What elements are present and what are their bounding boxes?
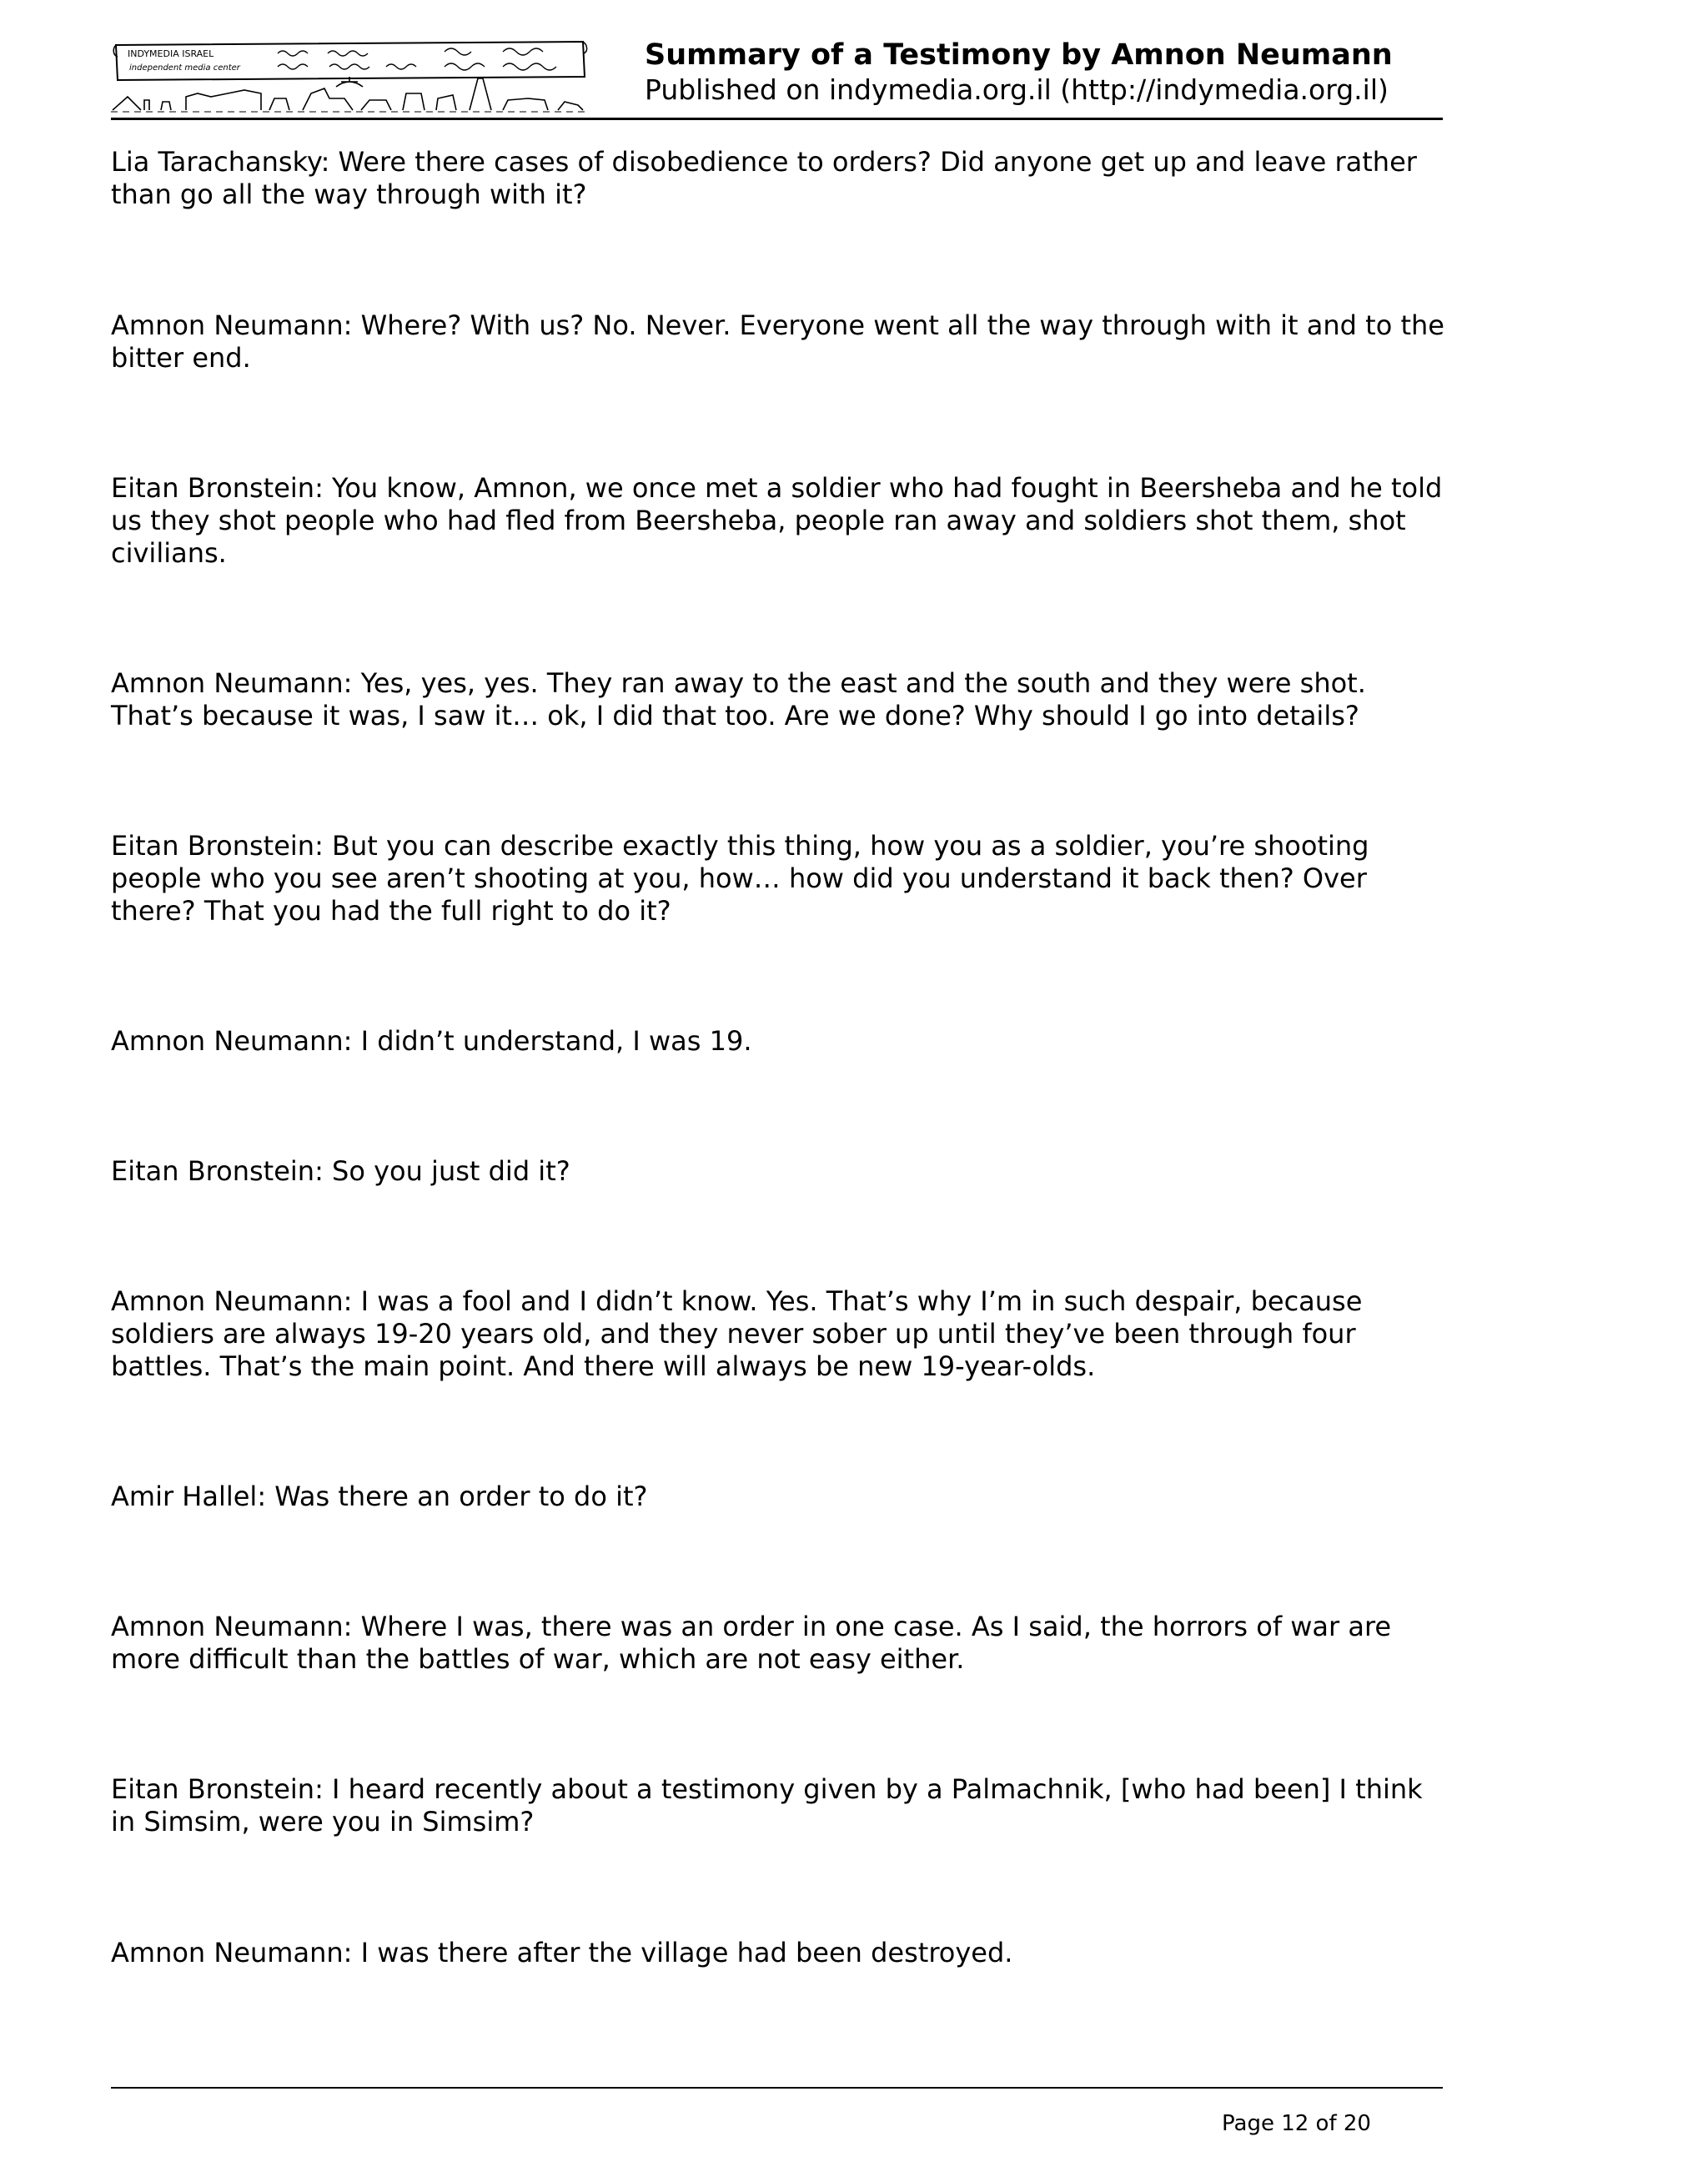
paragraph: Eitan Bronstein: So you just did it? [111,1155,570,1187]
paragraph: Amnon Neumann: I was a fool and I didn’t know. Yes. That’s why I’m in such despair, because soldiers are always 19-20 years old, and they never sober up until they’ve been through four battles. That’s the main point. And there will always be new 19-year-olds. [111,1285,1363,1382]
document-source: Published on indymedia.org.il (http://indymedia.org.il) [645,73,1389,106]
header-divider [111,118,1443,120]
svg-text:independent media center: independent media center [129,63,240,73]
header-text [645,37,1393,107]
paragraph: Amnon Neumann: Yes, yes, yes. They ran away to the east and the south and they were shot. That’s because it was, I saw it… ok, I did that too. Are we done? Why should I go into details? [111,667,1366,732]
paragraph: Amnon Neumann: I didn’t understand, I was 19. [111,1025,752,1057]
footer-divider [111,2087,1443,2089]
paragraph: Amnon Neumann: Where? With us? No. Never. Everyone went all the way through with it and to the bitter end. [111,309,1444,374]
paragraph: Eitan Bronstein: You know, Amnon, we once met a soldier who had fought in Beersheba and he told us they shot people who had fled from Beersheba, people ran away and soldiers shot them, shot civilians. [111,472,1443,569]
page-number: Page 12 of 20 [1222,2111,1371,2136]
paragraph: Amnon Neumann: Where I was, there was an order in one case. As I said, the horrors of war are more difficult than the battles of war, which are not easy either. [111,1611,1392,1675]
paragraph: Amir Hallel: Was there an order to do it? [111,1481,648,1512]
paragraph: Eitan Bronstein: But you can describe exactly this thing, how you as a soldier, you’re shooting people who you see aren’t shooting at you, how… how did you understand it back then? Over there? That you had the full right to do it? [111,830,1369,927]
indymedia-israel-logo [111,38,590,113]
svg-text:INDYMEDIA ISRAEL: INDYMEDIA ISRAEL [128,48,214,59]
paragraph: Amnon Neumann: I was there after the village had been destroyed. [111,1937,1013,1968]
paragraph: Lia Tarachansky: Were there cases of disobedience to orders? Did anyone get up and leave rather than go all the way through with it? [111,146,1417,210]
page-header [111,33,1443,120]
document-title: Summary of a Testimony by Amnon Neumann [645,38,1393,72]
paragraph: Eitan Bronstein: I heard recently about a testimony given by a Palmachnik, [who had been] I think in Simsim, were you in Simsim? [111,1773,1423,1838]
